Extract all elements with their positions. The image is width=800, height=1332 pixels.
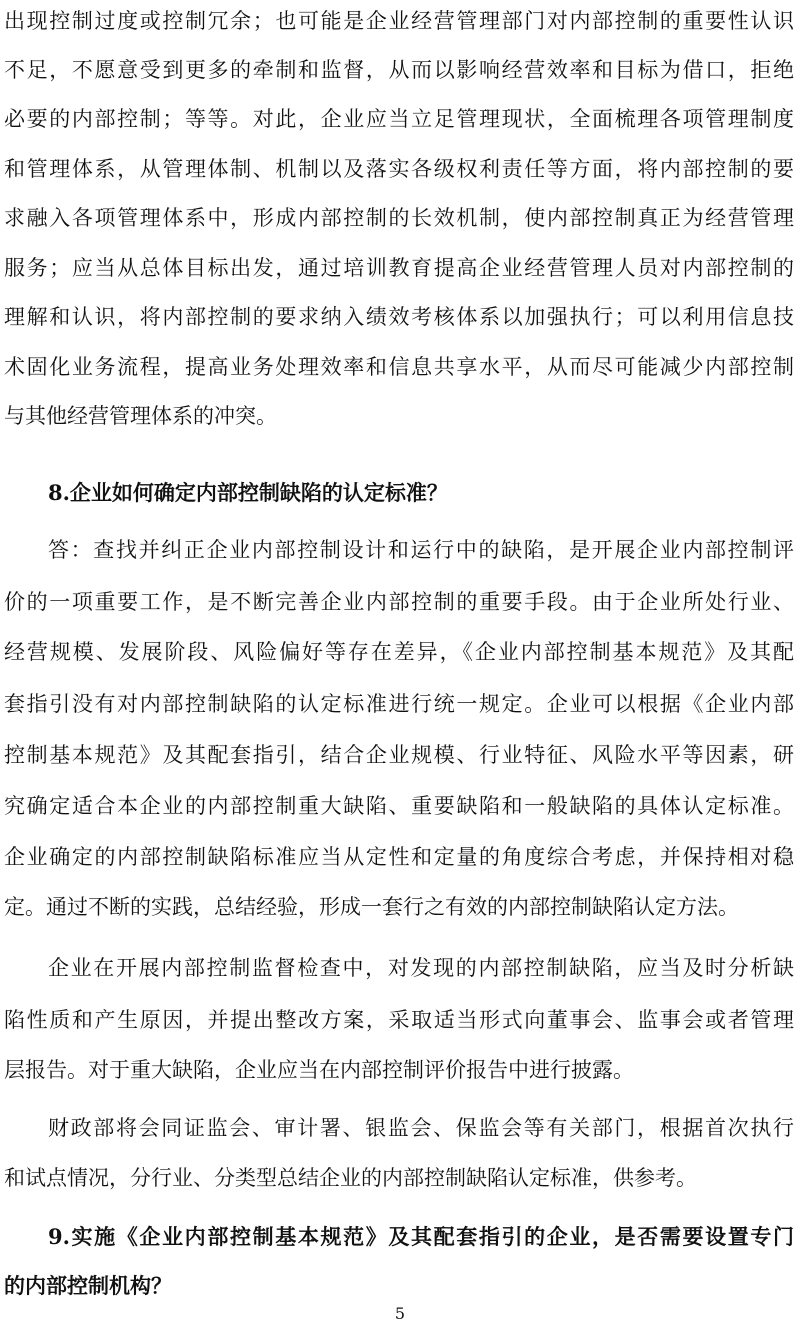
question-8-heading: 8.企业如何确定内部控制缺陷的认定标准？: [48, 480, 448, 505]
text-line: 究确定适合本企业的内部控制重大缺陷、重要缺陷和一般缺陷的具体认定标准。: [4, 794, 794, 818]
text-line: 出现控制过度或控制冗余；也可能是企业经营管理部门对内部控制的重要性认识: [4, 9, 794, 33]
text-line: 的内部控制机构？: [4, 1273, 172, 1298]
text-line: 与其他经营管理体系的冲突。: [4, 404, 277, 428]
text-line: 企业在开展内部控制监督检查中，对发现的内部控制缺陷，应当及时分析缺: [48, 956, 794, 980]
text-line: 经营规模、发展阶段、风险偏好等存在差异，《企业内部控制基本规范》及其配: [4, 640, 794, 664]
text-line: 和管理体系，从管理体制、机制以及落实各级权利责任等方面，将内部控制的要: [4, 157, 794, 181]
text-line: 答：查找并纠正企业内部控制设计和运行中的缺陷，是开展企业内部控制评: [48, 538, 794, 562]
text-line: 价的一项重要工作，是不断完善企业内部控制的重要手段。由于企业所处行业、: [4, 590, 794, 614]
text-line: 服务；应当从总体目标出发，通过培训教育提高企业经营管理人员对内部控制的: [4, 256, 794, 280]
text-line: 控制基本规范》及其配套指引，结合企业规模、行业特征、风险水平等因素，研: [4, 743, 794, 767]
text-line: 求融入各项管理体系中，形成内部控制的长效机制，使内部控制真正为经营管理: [4, 206, 794, 230]
text-line: 套指引没有对内部控制缺陷的认定标准进行统一规定。企业可以根据《企业内部: [4, 692, 794, 716]
text-line: 企业确定的内部控制缺陷标准应当从定性和定量的角度综合考虑，并保持相对稳: [4, 845, 794, 869]
text-line: 和试点情况，分行业、分类型总结企业的内部控制缺陷认定标准，供参考。: [4, 1166, 697, 1190]
text-line: 不足，不愿意受到更多的牵制和监督，从而以影响经营效率和目标为借口，拒绝: [4, 58, 794, 82]
page-number: 5: [394, 1304, 406, 1323]
text-line: 术固化业务流程，提高业务处理效率和信息共享水平，从而尽可能减少内部控制: [4, 355, 794, 379]
text-line: 层报告。对于重大缺陷，企业应当在内部控制评价报告中进行披露。: [4, 1058, 634, 1082]
text-line: 定。通过不断的实践，总结经验，形成一套行之有效的内部控制缺陷认定方法。: [4, 895, 739, 919]
text-line: 陷性质和产生原因，并提出整改方案，采取适当形式向董事会、监事会或者管理: [4, 1008, 794, 1032]
text-line: 理解和认识，将内部控制的要求纳入绩效考核体系以加强执行；可以利用信息技: [4, 305, 794, 329]
text-line: 财政部将会同证监会、审计署、银监会、保监会等有关部门，根据首次执行: [48, 1116, 794, 1140]
text-line: 必要的内部控制；等等。对此，企业应当立足管理现状，全面梳理各项管理制度: [4, 107, 794, 131]
text-line: 9.实施《企业内部控制基本规范》及其配套指引的企业，是否需要设置专门: [48, 1224, 794, 1249]
